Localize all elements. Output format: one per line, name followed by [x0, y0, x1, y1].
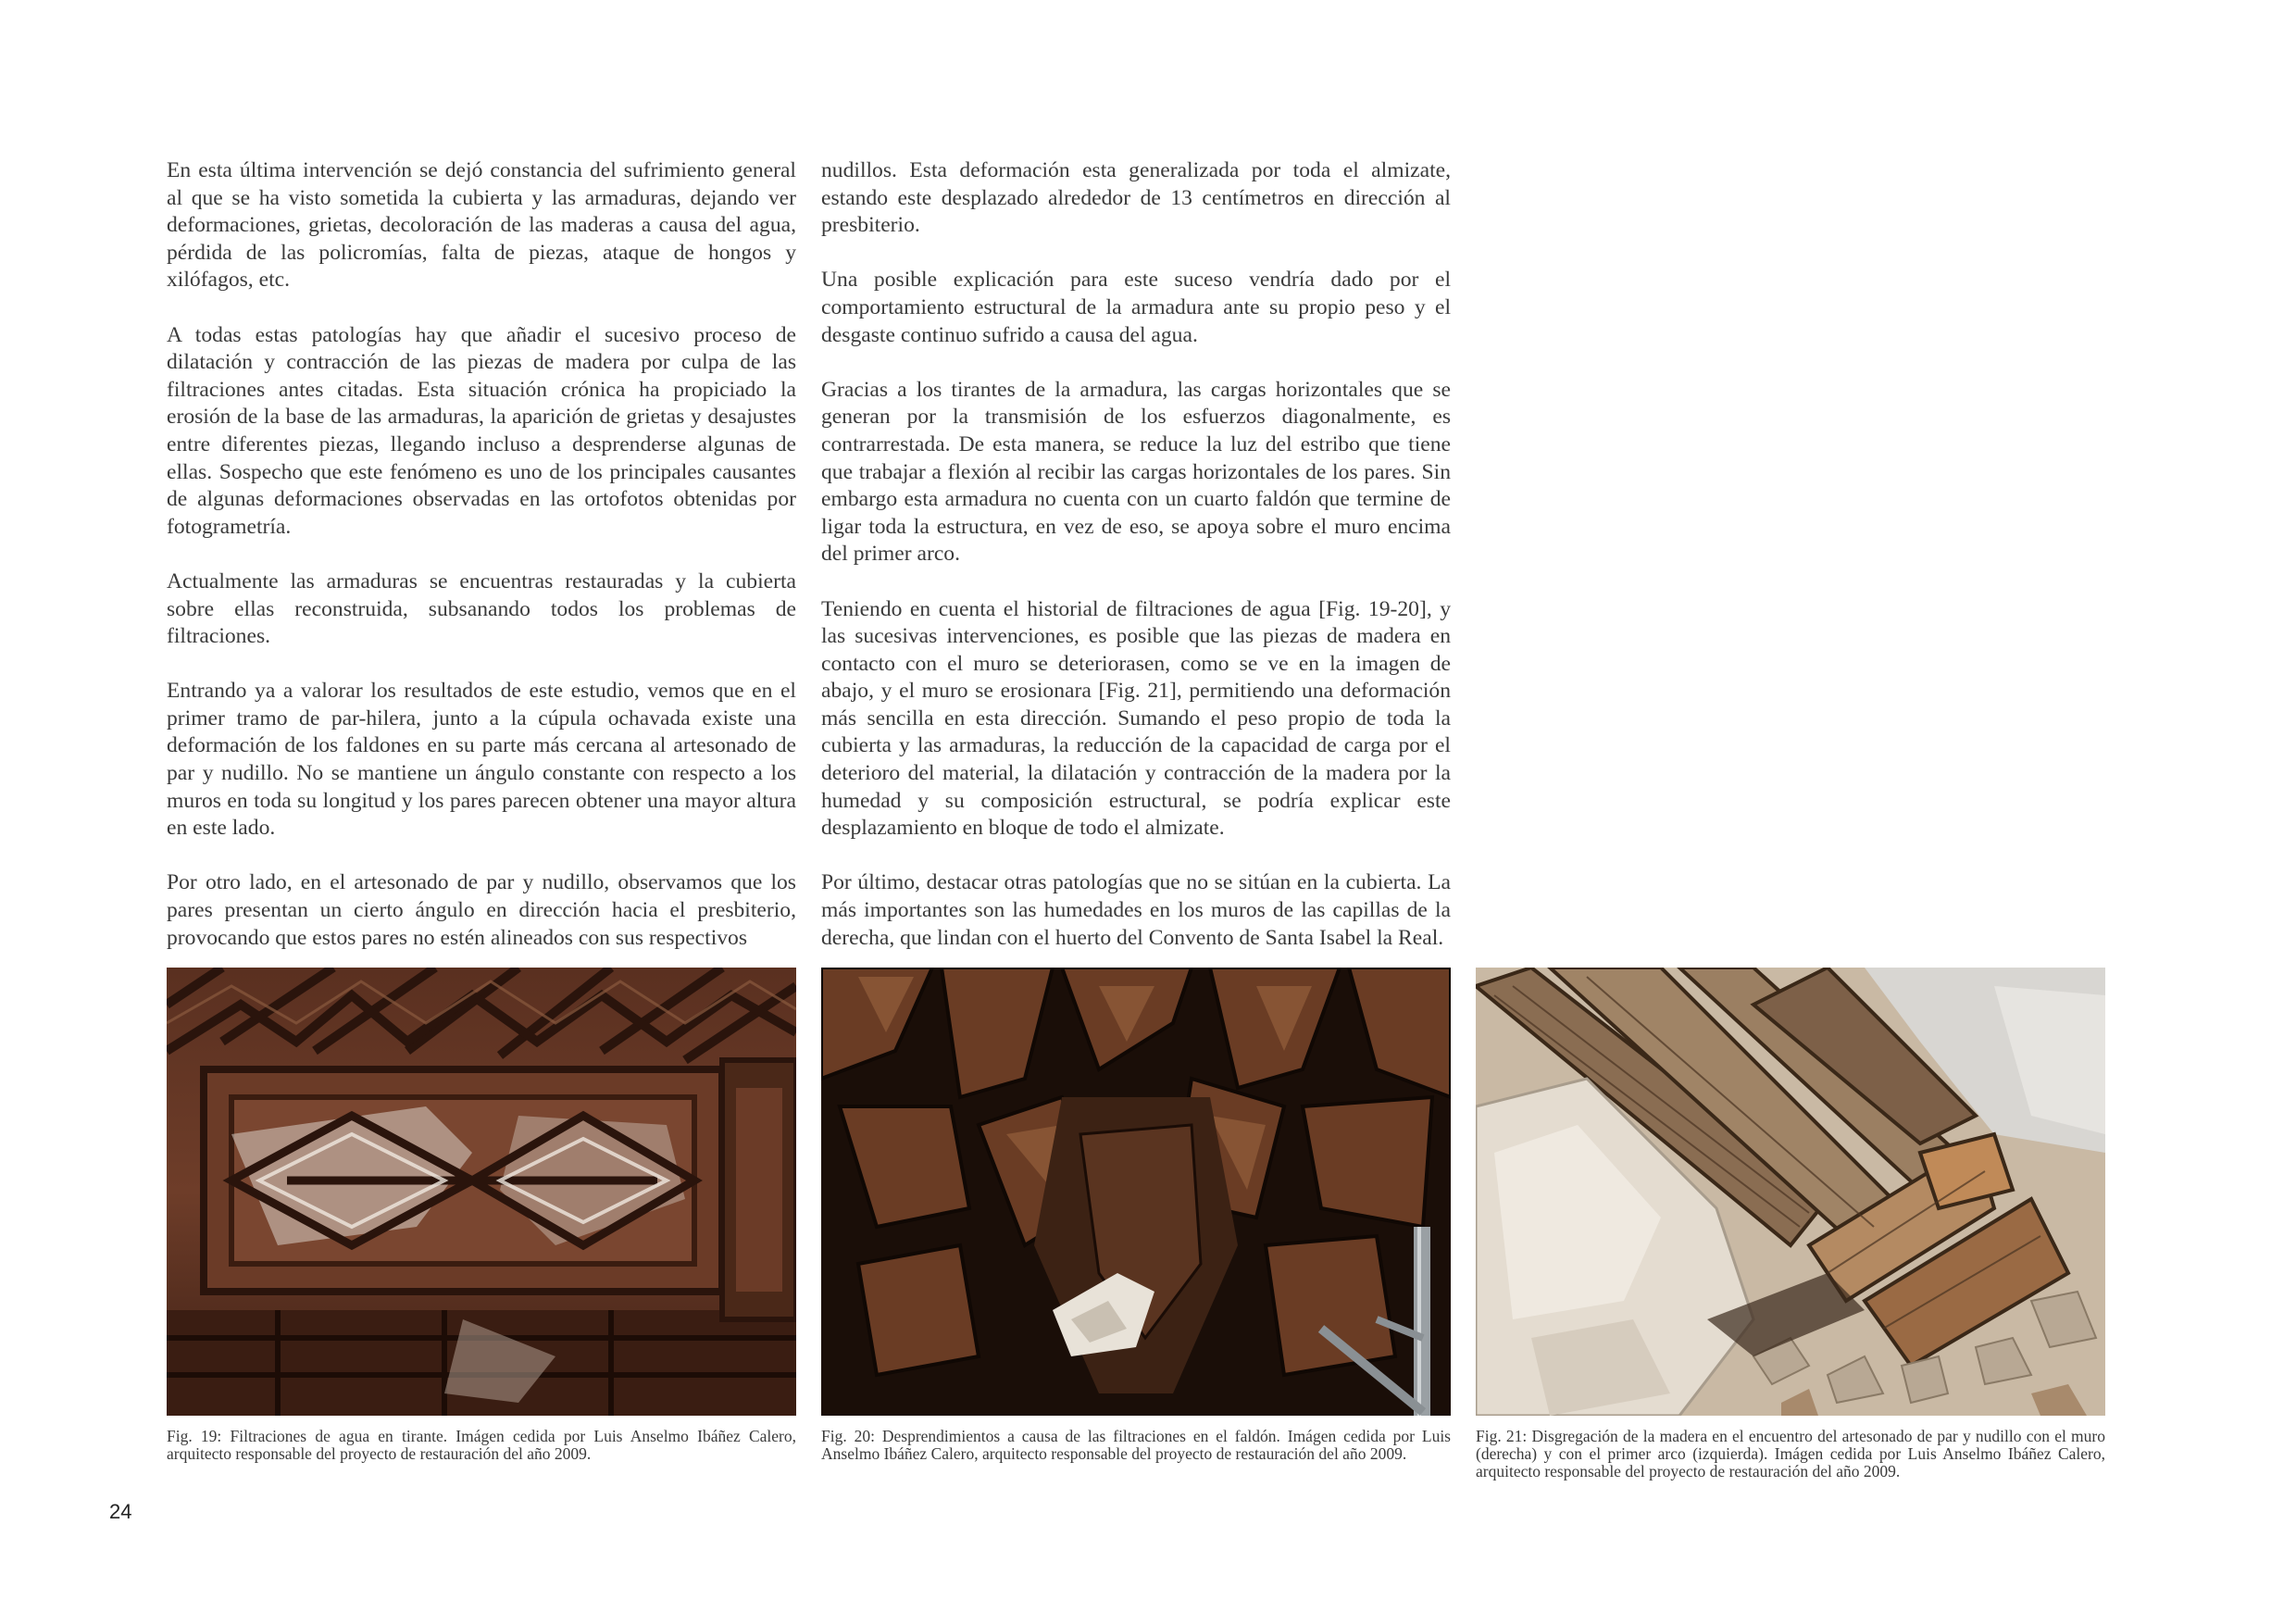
paragraph: nudillos. Esta deformación esta generalizada por toda el almizate, estando este desplazado alrededor de 13 centímetros en dirección al presbiterio. — [821, 158, 1451, 238]
figure-21-caption: Fig. 21: Disgregación de la madera en el encuentro del artesonado de par y nudillo con el muro (derecha) y con el primer arco (izquierda). Imágen cedida por Luis Anselmo Ibáñez Calero, arquitecto responsable del proyecto de restauración del año 2009. — [1476, 1427, 2105, 1480]
paragraph: Por último, destacar otras patologías que no se sitúan en la cubierta. La más importantes son las humedades en los muros de las capillas de la derecha, que lindan con el huerto del Convento de Santa Isabel la Real. — [821, 870, 1451, 950]
figure-19-caption: Fig. 19: Filtraciones de agua en tirante. Imágen cedida por Luis Anselmo Ibáñez Calero, arquitecto responsable del proyecto de restauración del año 2009. — [167, 1427, 796, 1463]
figure-19-photo — [167, 968, 796, 1416]
paragraph: Por otro lado, en el artesonado de par y nudillo, observamos que los pares presentan un cierto ángulo en dirección hacia el presbiterio, provocando que estos pares no estén alineados con sus respectivos — [167, 870, 796, 950]
paragraph: Gracias a los tirantes de la armadura, las cargas horizontales que se generan por la transmisión de los esfuerzos diagonalmente, es contrarrestada. De esta manera, se reduce la luz del estribo que tiene que trabajar a flexión al recibir las cargas horizontales de los pares. Sin embargo esta armadura no cuenta con un cuarto faldón que termine de ligar toda la estructura, en vez de eso, se apoya sobre el muro encima del primer arco. — [821, 377, 1451, 567]
paragraph: Actualmente las armaduras se encuentras restauradas y la cubierta sobre ellas reconstruida, subsanando todos los problemas de filtraciones. — [167, 568, 796, 649]
paragraph: En esta última intervención se dejó constancia del sufrimiento general al que se ha visto sometida la cubierta y las armaduras, dejando ver deformaciones, grietas, decoloración de las maderas a causa del agua, pérdida de las policromías, falta de piezas, ataque de hongos y xilófagos, etc. — [167, 158, 796, 293]
figure-21-photo — [1476, 968, 2105, 1416]
text-column-right — [821, 157, 1451, 980]
figure-20-caption: Fig. 20: Desprendimientos a causa de las filtraciones en el faldón. Imágen cedida por Luis Anselmo Ibáñez Calero, arquitecto responsable del proyecto de restauración del año 2009. — [821, 1427, 1451, 1463]
paragraph: Entrando ya a valorar los resultados de este estudio, vemos que en el primer tramo de par-hilera, junto a la cúpula ochavada existe una deformación de los faldones en su parte más cercana al artesonado de par y nudillo. No se mantiene un ángulo constante con respecto a los muros en toda su longitud y los pares parecen obtener una mayor altura en este lado. — [167, 679, 796, 841]
paragraph: A todas estas patologías hay que añadir el sucesivo proceso de dilatación y contracción de las piezas de madera por culpa de las filtraciones antes citadas. Esta situación crónica ha propiciado la erosión de la base de las armaduras, la aparición de grietas y desajustes entre diferentes piezas, llegando incluso a desprenderse algunas de ellas. Sospecho que este fenómeno es uno de los principales causantes de algunas deformaciones observadas en las ortofotos obtenidas por fotogrametría. — [167, 322, 796, 539]
paragraph: Una posible explicación para este suceso vendría dado por el comportamiento estructural de la armadura ante su propio peso y el desgaste continuo sufrido a causa del agua. — [821, 268, 1451, 347]
figure-20-photo — [821, 968, 1451, 1416]
text-column-left — [167, 157, 796, 980]
paragraph: Teniendo en cuenta el historial de filtraciones de agua [Fig. 19-20], y las sucesivas intervenciones, es posible que las piezas de madera en contacto con el muro se deteriorasen, como se ve en la imagen de abajo, y el muro se erosionara [Fig. 21], permitiendo una deformación más sencilla en esta dirección. Sumando el peso propio de toda la cubierta y las armaduras, la reducción de la capacidad de carga por el deterioro del material, la dilatación y contracción de la madera por la humedad y su composición estructural, se podría explicar este desplazamiento en bloque de todo el almizate. — [821, 596, 1451, 841]
page-number: 24 — [109, 1500, 132, 1523]
